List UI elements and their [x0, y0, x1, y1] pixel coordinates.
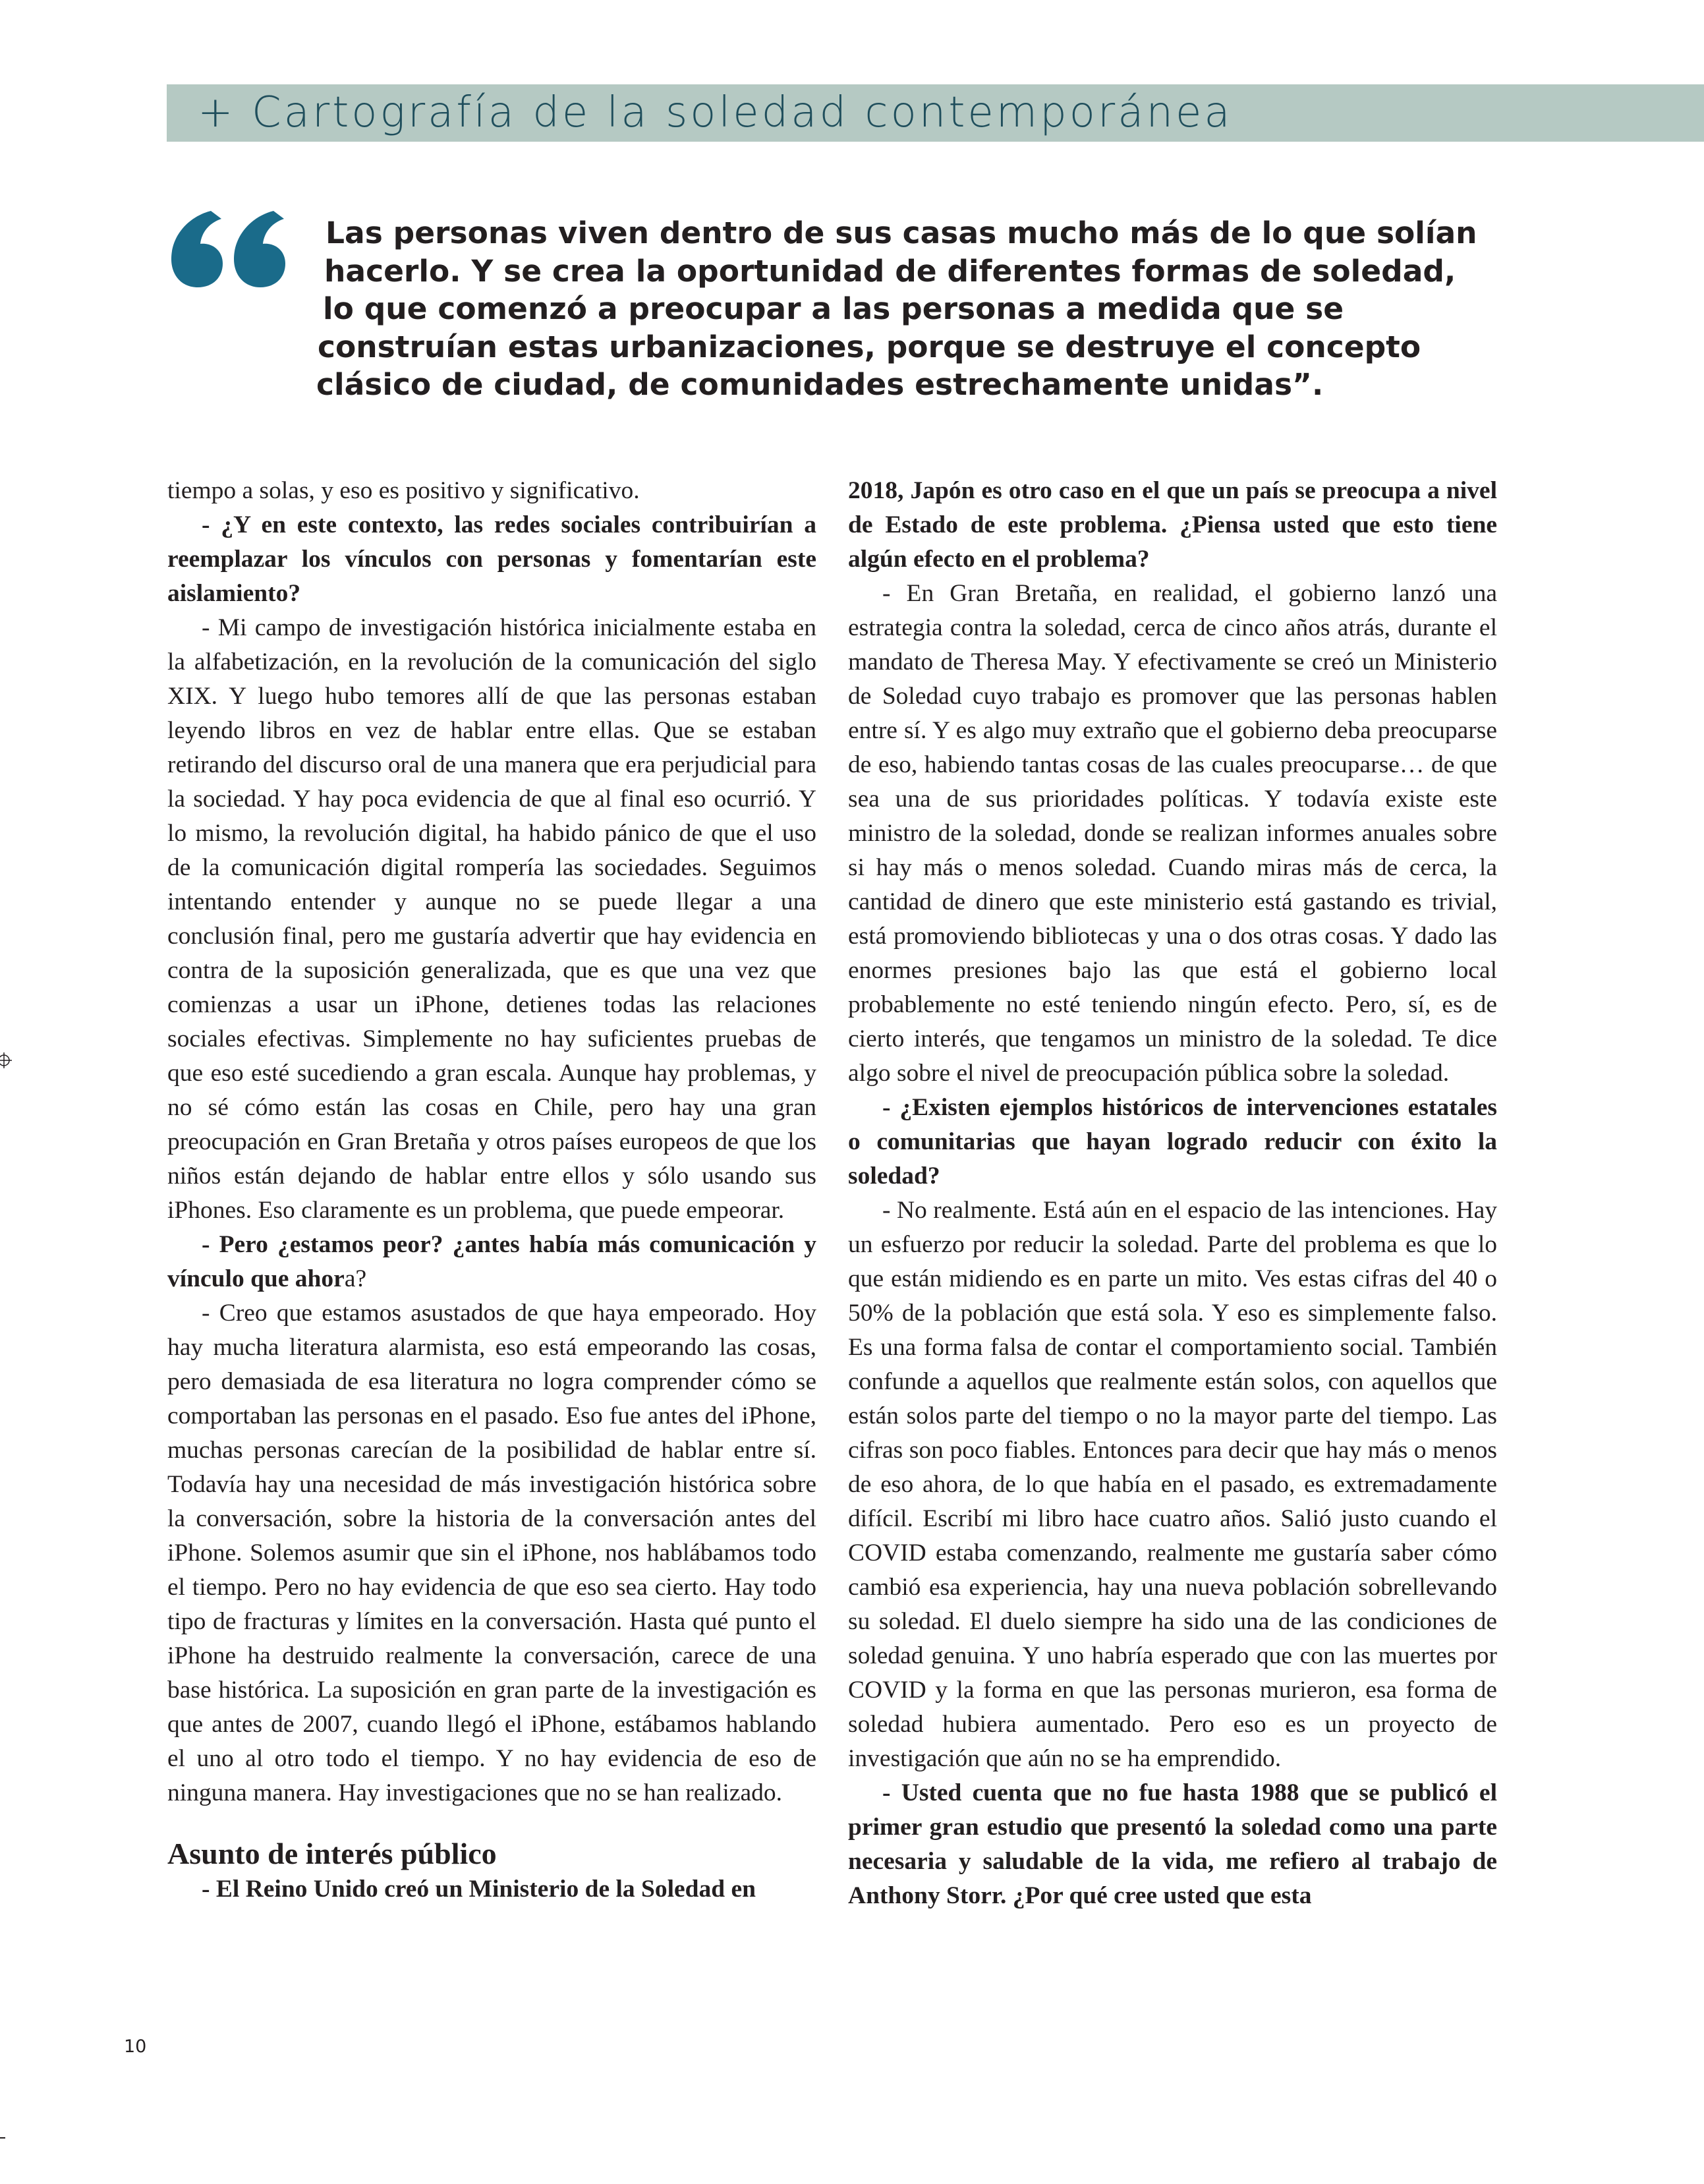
interview-answer: - Mi campo de investigación histórica inicialmente estaba en la alfabetización, en la revolución de la comunicación del siglo XIX. Y luego hubo temores allí de que las personas estaban leyendo libros en vez de hablar entre ellas. Que se estaban retirando del discurso oral de una manera que era perjudicial para la sociedad. Y hay poca evidencia de que al final eso ocurrió. Y lo mismo, la revolución digital, ha habido pánico de que el uso de la comunicación digital rompería las sociedades. Seguimos intentando entender y aunque no se puede llegar a una conclusión final, pero me gustaría advertir que hay evidencia en contra de la suposición generalizada, que es que una vez que comienzas a usar un iPhone, detienes todas las relaciones sociales efectivas. Simplemente no hay suficientes pruebas de que eso esté sucediendo a gran escala. Aunque hay problemas, y no sé cómo están las cosas en Chile, pero hay una gran preocupación en Gran Bretaña y otros países europeos de que los niños están dejando de hablar entre ellos y sólo usando sus iPhones. Eso claramente es un problema, que puede empeorar. — [167, 614, 816, 1224]
article-column-right — [848, 474, 1497, 1913]
interview-question: - ¿Existen ejemplos históricos de intervenciones estatales o comunitarias que hayan logrado reducir con éxito la soledad? — [848, 1094, 1497, 1190]
registration-mark-icon — [0, 1052, 12, 1068]
pull-quote-line: hacerlo. Y se crea la oportunidad de diferentes formas de soledad, — [324, 253, 1456, 289]
crop-mark — [0, 2137, 5, 2139]
pull-quote-line: construían estas urbanizaciones, porque se destruye el concepto — [318, 329, 1421, 364]
pull-quote-line: clásico de ciudad, de comunidades estrechamente unidas”. — [316, 367, 1324, 402]
interview-answer: - Creo que estamos asustados de que haya empeorado. Hoy hay mucha literatura alarmista, eso está empeorando las cosas, pero demasiada de esa literatura no logra comprender cómo se comportaban las personas en el pasado. Eso fue antes del iPhone, muchas personas carecían de la posibilidad de hablar entre sí. Todavía hay una necesidad de más investigación histórica sobre la conversación, sobre la historia de la conversación antes del iPhone. Solemos asumir que sin el iPhone, nos hablábamos todo el tiempo. Pero no hay evidencia de que eso sea cierto. Hay todo tipo de fracturas y límites en la conversación. Hasta qué punto el iPhone ha destruido realmente la conversación, carece de una base histórica. La suposición en gran parte de la investigación es que antes de 2007, cuando llegó el iPhone, estábamos hablando el uno al otro todo el tiempo. Y no hay evidencia de eso de ninguna manera. Hay investigaciones que no se han realizado. — [167, 1300, 816, 1806]
interview-question: 2018, Japón es otro caso en el que un país se preocupa a nivel de Estado de este problema. ¿Piensa usted que esto tiene algún efecto en el problema? — [848, 477, 1497, 573]
pull-quote — [315, 214, 1477, 404]
page-number: 10 — [124, 2036, 147, 2057]
interview-question: - El Reino Unido creó un Ministerio de la Soledad en — [202, 1876, 756, 1903]
question-text: - Pero ¿estamos peor? ¿antes había más comunicación y vínculo que ahor — [167, 1231, 816, 1292]
interview-answer: - No realmente. Está aún en el espacio de las intenciones. Hay un esfuerzo por reducir la soledad. Parte del problema es que lo que están midiendo es en parte un mito. Ves estas cifras del 40 o 50% de la población que está sola. Y eso es simplemente falso. Es una forma falsa de contar el comportamiento social. También confunde a aquellos que realmente están solos, con aquellos que están solos parte del tiempo o no la mayor parte del tiempo. Las cifras son poco fiables. Entonces para decir que hay más o menos de eso ahora, de lo que había en el pasado, es extremadamente difícil. Escribí mi libro hace cuatro años. Salió justo cuando el COVID estaba comenzando, realmente me gustaría saber cómo cambió esa experiencia, hay una nueva población sobrellevando su soledad. El duelo siempre ha sido una de las condiciones de soledad genuina. Y uno habría esperado que con las muertes por COVID y la forma en que las personas murieron, esa forma de soledad hubiera aumentado. Pero eso es un proyecto de investigación que aún no se ha emprendido. — [848, 1197, 1497, 1772]
interview-question: - Usted cuenta que no fue hasta 1988 que se publicó el primer gran estudio que presentó la soledad como una parte necesaria y saludable de la vida, me refiero al trabajo de Anthony Storr. ¿Por qué cree usted que esta — [848, 1779, 1497, 1909]
interview-question: - ¿Y en este contexto, las redes sociales contribuirían a reemplazar los vínculos con personas y fomentarían este aislamiento? — [167, 511, 816, 607]
question-text-tail: a? — [344, 1265, 367, 1292]
article-column-left — [167, 474, 816, 1907]
paragraph: tiempo a solas, y eso es positivo y significativo. — [167, 477, 640, 504]
interview-question — [167, 1228, 816, 1296]
interview-answer: - En Gran Bretaña, en realidad, el gobierno lanzó una estrategia contra la soledad, cerca de cinco años atrás, durante el mandato de Theresa May. Y efectivamente se creó un Ministerio de Soledad cuyo trabajo es promover que las personas hablen entre sí. Y es algo muy extraño que el gobierno deba preocuparse de eso, habiendo tantas cosas de las cuales preocuparse… de que sea una de sus prioridades políticas. Y todavía existe este ministro de la soledad, donde se realizan informes anuales sobre si hay más o menos soledad. Cuando miras más de cerca, la cantidad de dinero que este ministerio está gastando es trivial, está promoviendo bibliotecas y una o dos otras cosas. Y dado las enormes presiones bajo las que está el gobierno local probablemente no esté teniendo ningún efecto. Pero, sí, es de cierto interés, que tengamos un ministro de la soledad. Te dice algo sobre el nivel de preocupación pública sobre la soledad. — [848, 580, 1497, 1087]
section-heading: Asunto de interés público — [167, 1837, 497, 1870]
pull-quote-line: Las personas viven dentro de sus casas mucho más de lo que solían — [326, 216, 1477, 250]
section-title: + Cartografía de la soledad contemporánea — [198, 88, 1233, 137]
open-quote-icon — [165, 177, 297, 308]
pull-quote-line: lo que comenzó a preocupar a las personas a medida que se — [323, 291, 1344, 326]
